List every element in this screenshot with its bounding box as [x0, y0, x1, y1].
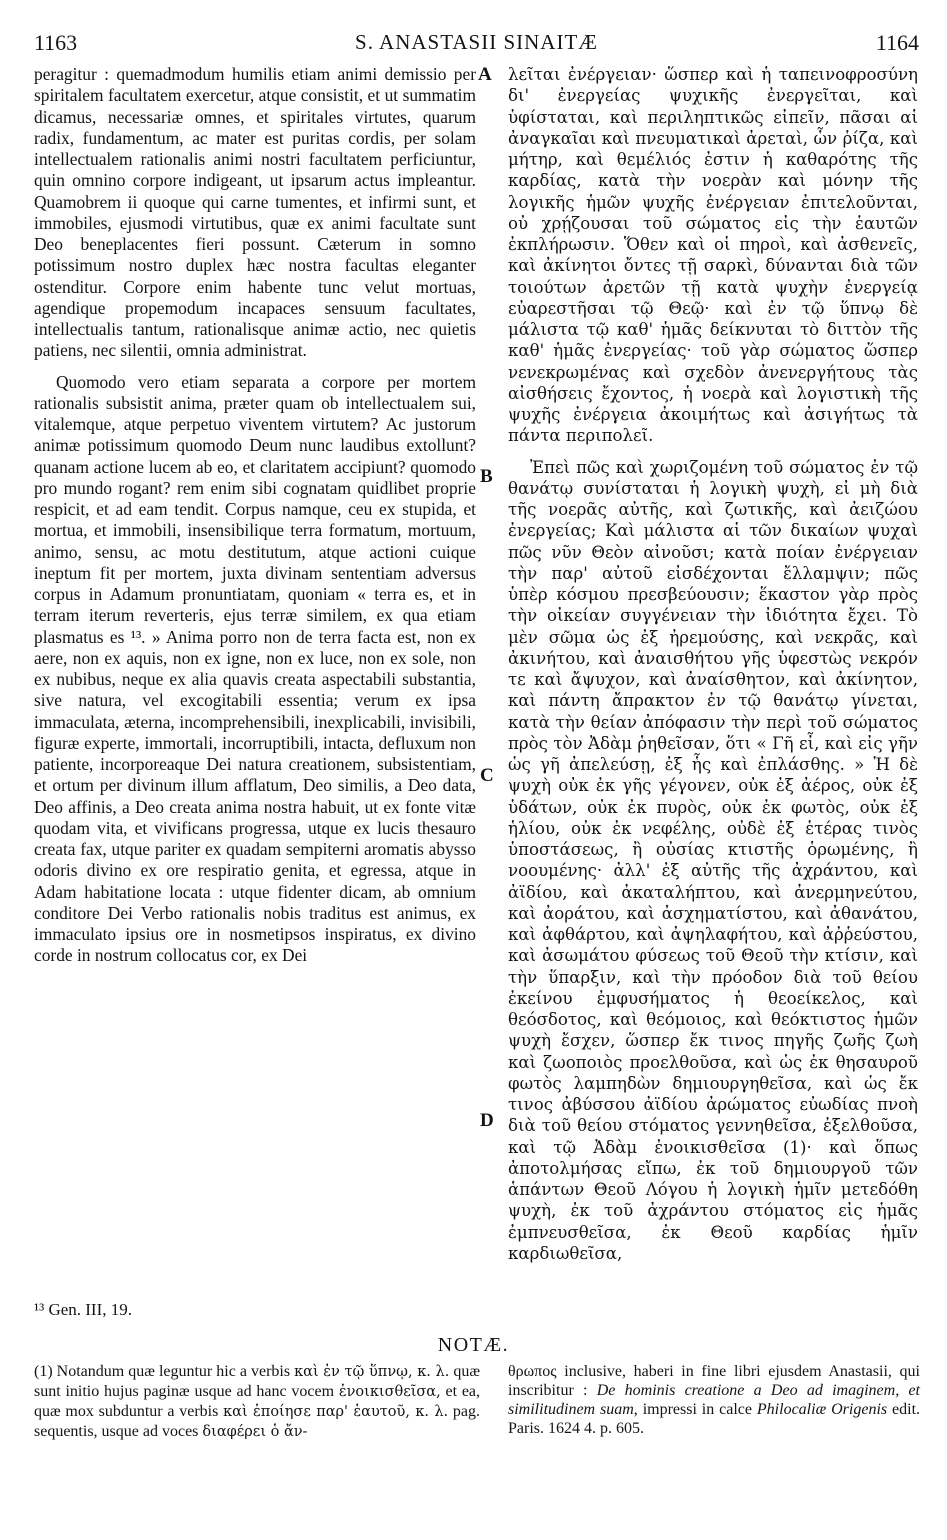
section-marker-b: B: [480, 466, 493, 487]
note-text: , impressi in calce: [633, 1401, 752, 1418]
note-greek-text: ἐνοικισθεῖσα,: [338, 1384, 441, 1400]
running-title: S. ANASTASII SINAITÆ: [355, 30, 598, 54]
paragraph-gap: [508, 447, 918, 457]
note-right-column: [508, 1362, 920, 1438]
note-text: (1) Notandum quæ leguntur hic a verbis: [34, 1363, 291, 1380]
greek-column: [508, 64, 918, 1264]
note-text: edit. Paris. 1624 4. p. 605.: [508, 1401, 921, 1437]
latin-paragraph-1: peragitur : quemadmodum humilis etiam animi demissio per spiritalem facultatem exercetur, atque consistit, et ut summatim dicamus, necessariæ omnes, et spiritales virtutes, quarum radix, fundamentum, ac mater est puritas cordis, per solam intellectualem rationalis animi nostri facultatem perficiuntur, quin omnino corpore indigeant, ut ipsarum actus impleantur. Quamobrem ii quoque qui carne tumentes, et infirmi sunt, et immobiles, ejusmodi virtutibus, quæ ex animi facultate sunt Deo beneplacentes fieri possunt. Cæterum in somno potissimum nostro duplex hæc nostra facultas eleganter ostenditur. Corpore enim habente tunc velut mortuas, agendique propemodum incapaces sensuum facultates, intellectualis tantum, rationalisque animæ actio, nec quietis patiens, nec silentii, omnia administrat.: [34, 64, 476, 361]
page-number-right: 1164: [875, 30, 919, 55]
note-italic-title: De hominis creatione a Deo ad imaginem, et similitudinem suam: [508, 1382, 920, 1418]
section-marker-a: A: [478, 64, 492, 85]
footnote: ¹³ Gen. III, 19.: [34, 1300, 132, 1319]
latin-paragraph-2: Quomodo vero etiam separata a corpore per mortem rationalis subsistit anima, præter quam ob intellectualem sui, vitalemque, atque perpetuo viventem virtutem? Ac justorum animæ potissimum quomodo Deum nunc laudibus extollunt? quanam actione lucem ab eo, et claritatem accipiunt? quomodo pro mundo rogant? rem enim sibi cognatam quidlibet proprie respicit, et ad eam tendit. Corpus namque, ceu ex stupida, et mortua, et immobili, insensibilique terra formatum, mortuum, animo, sensu, ac motu destitutum, atque actioni cuique ineptum fit per mortem, juxta divinam sententiam adversus corpus in Adamum pronuntiatam, quoniam « terra es, et in terram iterum reverteris, ejus terræ similem, ex qua etiam plasmatus es ¹³. » Anima porro non de terra facta est, non ex aere, non ex aquis, non ex igne, non ex luce, non ex sole, non ex nubibus, neque ex alia quavis creata aspectabili substantia, sive natura, vel excogitabili essentia; verum ex ipsa immaculata, æterna, incomprehensibili, inexplicabili, invisibili, figuræ experte, immortali, incorruptibili, intacta, defluxum non patiente, incorporeaque Dei natura creationem, subsistentiam, et ortum per divinum illum afflatum, Deo similis, a Deo data, Deo affinis, a Deo creata anima nostra habuit, ut ex fonte vitæ quodam vita, et vivificans progressa, utque ex lucis thesauro creata fax, utque pariter ex quadam sempiterni aromatis abysso odoris divino ex ore respiratio genita, et egressa, atque in Adam habitatione locata : utque fidenter dicam, ab omnium conditore Dei Verbo rationalis nobis traditus est animus, ex immaculato ipsius ore in nosmetipsos inspiratus, ex divino corde in nostrum collocatus cor, ex Dei: [34, 371, 476, 966]
greek-paragraph-2: Ἐπεὶ πῶς καὶ χωριζομένη τοῦ σώματος ἐν τῷ θανάτῳ συνίσταται ἡ λογικὴ ψυχὴ, εἰ μὴ διὰ τῆς νοερᾶς αὐτῆς, καὶ ζωτικῆς, καὶ ἀειζώου ἐνεργείας; Καὶ μάλιστα αἱ τῶν δικαίων ψυχαὶ πῶς νῦν Θεὸν αἰνοῦσι; κατὰ ποίαν ἐνέργειαν τὴν παρ' αὐτοῦ εἰσδέχονται ἔλλαμψιν; πῶς ὑπὲρ κόσμου πρεσβεύουσιν; ἕκαστον γὰρ πρὸς τὴν οἰκείαν συγγένειαν τὴν ἰδιότητα ἔχει. Τὸ μὲν σῶμα ὡς ἐξ ἠρεμούσης, καὶ νεκρᾶς, καὶ ἀκινήτου, καὶ ἀναισθήτου γῆς ὑφεστὼς νεκρόν τε καὶ ἄψυχον, καὶ ἀναίσθητον, καὶ ἀκίνητον, καὶ πάντη ἄπρακτον ἐν τῷ θανάτῳ γίνεται, κατὰ τὴν θείαν ἀπόφασιν τὴν περὶ τοῦ σώματος πρὸς τὸν Ἀδὰμ ῥηθεῖσαν, ὅτι « Γῆ εἶ, καὶ εἰς γῆν ὡς γῆ ἀπελεύσῃ, ἐξ ἧς καὶ ἐπλάσθης. » Ἡ δὲ ψυχὴ οὐκ ἐκ γῆς γέγονεν, οὐκ ἐξ ἀέρος, οὐκ ἐξ ὑδάτων, οὐκ ἐκ πυρὸς, οὐκ ἐκ φωτὸς, οὐκ ἐξ ἡλίου, οὐκ ἐκ νεφέλης, οὐδὲ ἐξ ἑτέρας τινὸς ὑποστάσεως, ἢ οὐσίας κτιστῆς ὁρωμένης, ἢ νοουμένης· ἀλλ' ἐξ αὐτῆς τῆς ἀχράντου, καὶ ἀϊδίου, καὶ ἀκαταλήπτου, καὶ ἀνερμηνεύτου, καὶ ἀοράτου, καὶ ἀσχηματίστου, καὶ ἀθανάτου, καὶ ἀφθάρτου, καὶ ἀψηλαφήτου, καὶ ἀῤῥεύστου, καὶ ἀσωμάτου φύσεως τοῦ Θεοῦ τὴν κτίσιν, καὶ τὴν ὕπαρξιν, καὶ τὴν πρόοδον διὰ τοῦ θείου ἐκείνου ἐμφυσήματος ἡ θεοείκελος, καὶ θεόσδοτος, καὶ θεόμοιος, καὶ θεόκτιστος ἡμῶν ψυχὴ ἔσχεν, ὥσπερ ἔκ τινος πηγῆς ζωῆς ζωὴ καὶ ζωοποιὸς προελθοῦσα, καὶ ὡς ἐκ θησαυροῦ φωτὸς λαμπηδὼν δημιουργηθεῖσα, καὶ ὡς ἔκ τινος ἀβύσσου ἀϊδίου ἀρώματος εὐωδίας πνοὴ διὰ τοῦ θείου στόματος γεννηθεῖσα, ἐξελθοῦσα, καὶ τῷ Ἀδὰμ ἐνοικισθεῖσα (1)· καὶ ὅπως ἀποτολμήσας εἴπω, ἐκ τοῦ δημιουργοῦ τῶν ἁπάντων Θεοῦ Λόγου ἡ λογικὴ ἡμῖν μετεδόθη ψυχὴ, ἐκ τοῦ ἀχράντου στόματος εἰς ἡμᾶς ἐμπνευσθεῖσα, ἐκ Θεοῦ καρδίας ἡμῖν καρδιωθεῖσα,: [508, 457, 918, 1263]
note-text: quæ sunt initio hujus paginæ usque ad hanc vocem: [34, 1363, 481, 1400]
note-italic-title: Philocaliæ Origenis: [756, 1401, 888, 1418]
page-header: [34, 30, 919, 60]
note-greek-text: διαφέρει ὁ ἄν-: [202, 1424, 308, 1440]
note-greek-text: καὶ ἐποίησε παρ' ἑαυτοῦ, κ. λ.: [223, 1404, 449, 1420]
page-number-left: 1163: [34, 30, 78, 55]
note-left-column: [34, 1362, 480, 1442]
notes-heading: NOTÆ.: [437, 1334, 510, 1356]
section-marker-c: C: [480, 765, 494, 786]
latin-column: [34, 64, 476, 967]
note-text: pag. sequentis, usque ad voces: [34, 1403, 481, 1440]
greek-paragraph-1: λεῖται ἐνέργειαν· ὥσπερ καὶ ἡ ταπεινοφροσύνη δι' ἐνεργείας ψυχικῆς ἐνεργεῖται, καὶ ὑφίσταται, καὶ περιληπτικῶς εἰπεῖν, πᾶσαι αἱ ἀναγκαῖαι καὶ πνευματικαὶ ἀρεταὶ, ὧν ῥίζα, καὶ μήτηρ, καὶ θεμέλιός ἐστιν ἡ καθαρότης τῆς καρδίας, κατὰ τὴν νοερὰν καὶ μόνην τῆς λογικῆς ἡμῶν ψυχῆς ἐνέργειαν ἐπιτελοῦνται, οὐ χρῄζουσαι τοῦ σώματος εἰς τὴν ἑαυτῶν ἐκπλήρωσιν. Ὅθεν καὶ οἱ πηροὶ, καὶ ἀσθενεῖς, καὶ ἀκίνητοι ὄντες τῇ σαρκὶ, δύνανται διὰ τῶν τοιούτων ἀρετῶν τῇ κατὰ ψυχὴν ἐνεργείᾳ εὐαρεστῆσαι τῷ Θεῷ· καὶ ἐν τῷ ὕπνῳ δὲ μάλιστα τῷ καθ' ἡμᾶς δείκνυται τὸ διττὸν τῆς καθ' ἡμᾶς ἐνεργείας· τοῦ γὰρ σώματος ὥσπερ νενεκρωμένας καὶ σχεδὸν ἀνενεργήτους τὰς αἰσθήσεις ἔχοντος, ἡ νοερὰ καὶ λογιστικὴ τῆς ψυχῆς ἐνέργεια ἀκοιμήτως καὶ ἀσιγήτως τὰ πάντα περιπολεῖ.: [508, 65, 918, 446]
note-text: θρωπος inclusive, haberi in fine libri ejusdem Anastasii, qui inscribitur :: [508, 1363, 920, 1399]
paragraph-gap: [34, 362, 476, 372]
note-greek-text: καὶ ἐν τῷ ὕπνῳ, κ. λ.: [294, 1364, 450, 1380]
section-marker-d: D: [480, 1110, 494, 1131]
note-text: et ea, quæ mox subduntur a verbis: [34, 1383, 481, 1420]
